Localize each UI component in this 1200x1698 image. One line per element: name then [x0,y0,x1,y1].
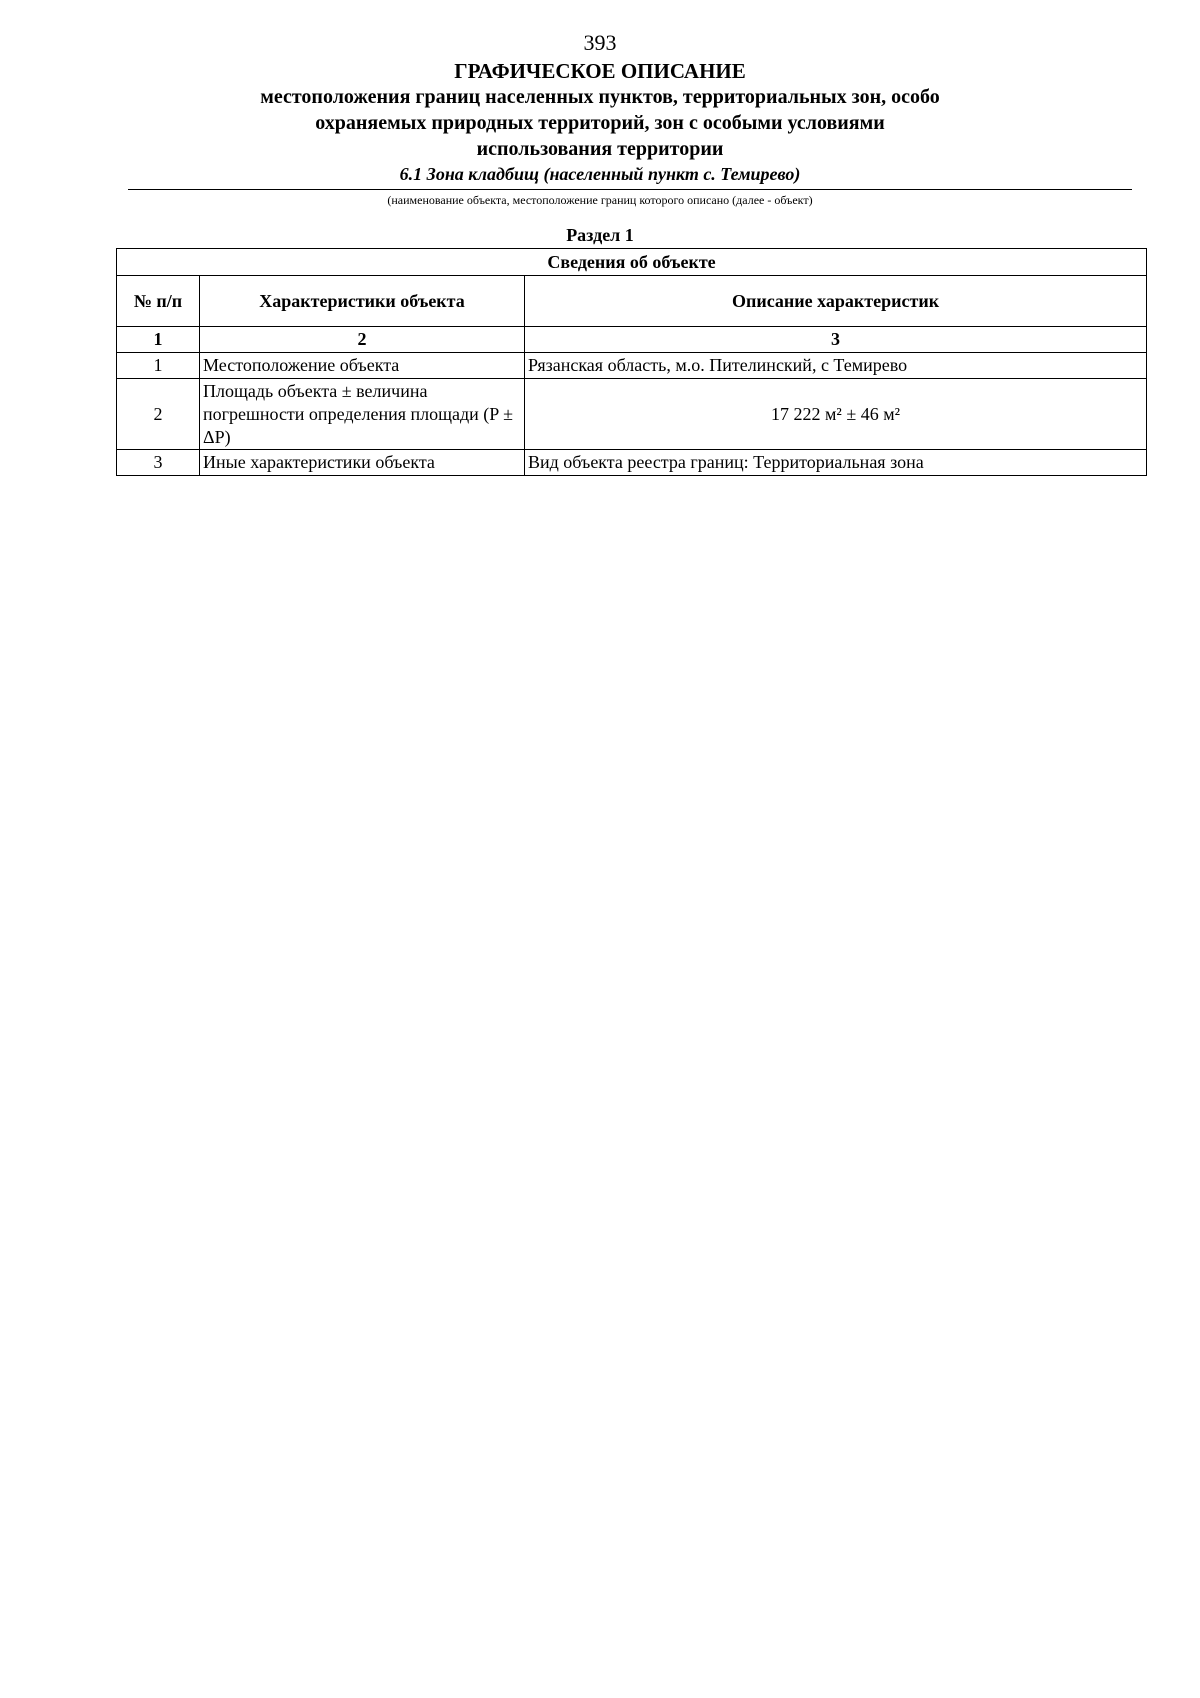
row-description: Рязанская область, м.о. Пителинский, с Темирево [525,353,1147,379]
header-characteristic: Характеристики объекта [200,276,525,327]
object-caption: (наименование объекта, местоположение границ которого описано (далее - объект) [387,193,813,207]
page-number: 393 [583,30,617,55]
row-description: 17 222 м² ± 46 м² [525,379,1147,450]
table-row [117,353,1147,379]
column-number-row [117,327,1147,353]
row-characteristic: Иные характеристики объекта [200,450,525,476]
table-row [117,450,1147,476]
row-characteristic: Местоположение объекта [200,353,525,379]
header-number: № п/п [117,276,200,327]
table-caption: Сведения об объекте [117,249,1147,276]
table-row [117,379,1147,450]
column-number: 1 [117,327,200,353]
table-caption-row [117,249,1147,276]
header-description: Описание характеристик [525,276,1147,327]
table-header-row [117,276,1147,327]
row-number: 2 [117,379,200,450]
section-title: Раздел 1 [566,225,634,245]
document-title: ГРАФИЧЕСКОЕ ОПИСАНИЕ [454,59,746,83]
column-number: 2 [200,327,525,353]
column-number: 3 [525,327,1147,353]
document-subtitle: местоположения границ населенных пунктов, территориальных зон, особо охраняемых природных территорий, зон с особыми условиями использования территории [260,86,940,160]
object-name: 6.1 Зона кладбищ (населенный пункт с. Темирево) [399,164,801,184]
object-info-table [116,248,1147,476]
row-number: 1 [117,353,200,379]
row-description: Вид объекта реестра границ: Территориальная зона [525,450,1147,476]
row-characteristic: Площадь объекта ± величина погрешности определения площади (P ± ΔP) [200,379,525,450]
object-name-underline [128,189,1132,190]
row-number: 3 [117,450,200,476]
